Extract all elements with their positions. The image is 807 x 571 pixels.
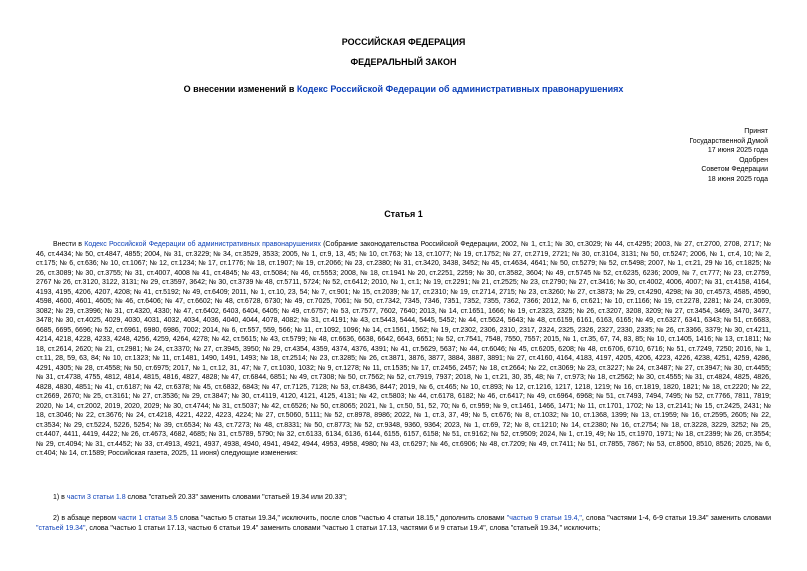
amendment-point-2 — [36, 514, 771, 533]
point-2-link-3[interactable]: "статьей 19.34" — [36, 524, 86, 532]
acceptance-line: Советом Федерации — [701, 166, 768, 174]
point-1-text: слова "статьей 20.33" заменить словами "статьей 19.34 или 20.33"; — [125, 494, 347, 501]
intro-prefix: Внести в — [53, 241, 85, 248]
point-2-text-3: , слова "частью 1 статьи 17.13, частью 6 статьи 19.4" заменить словами "частью 1 статьи 17.13, частями 6 и 9 статьи 19.4", слова "статьей 19.34," исключить; — [85, 524, 601, 532]
point-2-number: 2) в абзаце первом — [53, 515, 119, 522]
law-title-prefix: О внесении изменений в — [183, 84, 297, 94]
point-2-link-2[interactable]: "частью 9 статьи 19.4," — [506, 515, 582, 522]
point-1-number: 1) в — [53, 494, 67, 501]
intro-paragraph — [36, 240, 771, 459]
point-1-link[interactable]: части 3 статьи 1.8 — [66, 494, 126, 501]
acceptance-block — [628, 127, 768, 185]
point-2-text-1: слова "частью 5 статьи 19.34," исключить, после слов "частью 4 статьи 18.15," дополнить словами — [177, 515, 507, 522]
acceptance-line: 17 июня 2025 года — [707, 147, 768, 155]
acceptance-line: Одобрен — [739, 156, 768, 164]
acceptance-line: Государственной Думой — [689, 137, 768, 145]
amendment-point-1 — [36, 493, 771, 503]
law-type-heading: ФЕДЕРАЛЬНЫЙ ЗАКОН — [350, 57, 457, 67]
point-2-link-1[interactable]: части 1 статьи 3.5 — [118, 515, 178, 522]
code-link-intro[interactable]: Кодекс Российской Федерации об административных правонарушениях — [84, 241, 321, 248]
intro-sources: (Собрание законодательства Российской Федерации, 2002, № 1, ст.1; № 30, ст.3029; № 44, ст.4295; 2003, № 27, ст.2700, 2708, 2717; № 46, ст.4434; № 50, ст.4847, 4855; 2004, № 31, ст.3229; № 34, ст.3529, 3533; 2005, № 1, ст.9, 13, 45; № 10, ст.763; № 13, ст.1077; № 19, ст.1752; № 27, ст.2719, 2721; № 30, ст.3104, 3131; № 50, ст.5247; 2006, № 1, ст.4, 10; № 2, ст.175; № 6, ст.636; № 10, ст.1067; № 12, ст.1234; № 17, ст.1776; № 18, ст.1907; № 19, ст.2066; № 23, ст.2380; № 31, ст.3420, 3438, 3452; № 45, ст.4634, 4641; № 50, ст.5279; № 52, ст.5498; 2007, № 1, ст.21, 29 № 16, ст.1825; № 26, ст.3089; № 30, ст.3755; № 31, ст.4007, 4008 № 41, ст.4845; № 43, ст.5084; № 46, ст.5553; 2008, № 18, ст.1941 № 20, ст.2251, 2259; № 30, ст.3582, 3604; № 49, ст.5745 № 52, ст.6235, 6236; 2009, № 7, ст.777; № 23, ст.2759, 2767 № 26, ст.3120, 3122, 3131; № 29, ст.3597, 3642; № 30, ст.3739 № 48, ст.5711, 5724; № 52, ст.6412; 2010, № 1, ст.1; № 19, ст.2291; № 21, ст.2525; № 23, ст.2790; № 27, ст.3416; № 30, ст.4002, 4006, 4007; № 31, ст.4158, 4164, 4193, 4195, 4206, 4207, 4208; № 41, ст.5192; № 49, ст.6409; 2011, № 1, ст.10, 23, 54; № 7, ст.901; № 15, ст.2039; № 17, ст.2310; № 19, ст.2714, 2715; № 23, ст.3260; № 27, ст.3873; № 29, ст.4290, 4298; № 30, ст.4573, 4585, 4590, 4598, 4600, 4601, 4605; № 46, ст.6406; № 47, ст.6602; № 48, ст.6728, 6730; № 49, ст.7025, 7061; № 50, ст.7342, 7345, 7346, 7351, 7352, 7355, 7362, 7366; 2012, № 6, ст.621; № 10, ст.1166; № 19, ст.2278, 2281; № 24, ст.3069, 3082; № 29, ст.3996; № 31, ст.4320, 4330; № 47, ст.6402, 6403, 6404, 6405; № 49, ст.6757; № 53, ст.7577, 7602, 7640; 2013, № 14, ст.1651, 1666; № 19, ст.2323, 2325; № 26, ст.3207, 3208, 3209; № 27, ст.3454, 3469, 3470, 3477, 3478; № 30, ст.4025, 4029, 4030, 4031, 4032, 4034, 4036, 4040, 4044, 4078, 4082; № 31, ст.4191; № 43, ст.5443, 5444, 5445, 5452; № 44, ст.5624, 5643; № 48, ст.6159, 6161, 6163, 6165; № 49, ст.6327, 6341, 6343; № 51, ст.6683, 6685, 6695, 6696; № 52, ст.6961, 6980, 6986, 7002; 2014, № 6, ст.557, 559, 566; № 11, ст.1092, 1096; № 14, ст.1561, 1562; № 19, ст.2302, 2306, 2310, 2317, 2324, 2325, 2326, 2327, 2330, 2335; № 26, ст.3366, 3379; № 30, ст.4211, 4214, 4218, 4228, 4233, 4248, 4256, 4259, 4264, 4278; № 42, ст.5615; № 43, ст.5799; № 48, ст.6636, 6638, 6642, 6643, 6651; № 52, ст.7541, 7548, 7550, 7557; 2015, № 1, ст.35, 67, 74, 83, 85; № 10, ст.1405, 1416; № 13, ст.1811; № 18, ст.2614, 2620; № 21, ст.2981; № 24, ст.3370; № 27, ст.3945, 3950; № 29, ст.4354, 4359, 4374, 4376, 4391; № 41, ст.5629, 5637; № 44, ст.6046; № 45, ст.6205, 6208; № 48, ст.6706, 6710, 6716; № 51, ст.7249, 7250; 2016, № 1, ст.11, 28, 59, 63, 84; № 10, ст.1323; № 11, ст.1481, 1490, 1491, 1493; № 18, ст.2514; № 23, ст.3285; № 26, ст.3871, 3876, 3877, 3884, 3887, 3891; № 27, ст.4160, 4164, 4183, 4197, 4205, 4206, 4223, 4226, 4238, 4251, 4259, 4286, 4291, 4305; № 28, ст.4558; № 50, ст.6975; 2017, № 1, ст.12, 31, 47; № 7, ст.1030, 1032; № 9, ст.1278; № 11, ст.1535; № 17, ст.2456, 2457; № 18, ст.2664; № 22, ст.3069; № 23, ст.3227; № 24, ст.3487; № 27, ст.3947; № 30, ст.4455; № 31, ст.4738, 4755, 4812, 4814, 4815, 4816, 4827, 4828; № 47, ст.6844, 6851; № 49, ст.7308; № 50, ст.7562; № 52, ст.7919, 7937; 2018, № 1, ст.21, 30, 35, 48; № 7, ст.973; № 18, ст.2562; № 30, ст.4555; № 31, ст.4824, 4825, 4826, 4828, 4830, 4851; № 41, ст.6187; № 42, ст.6378; № 45, ст.6832, 6843; № 47, ст.7125, 7128; № 53, ст.8436, 8447; 2019, № 6, ст.465; № 10, ст.893; № 12, ст.1216, 1217, 1218, 1219; № 16, ст.1819, 1820, 1821; № 18, ст.2220; № 22, ст.2669, 2670; № 25, ст.3161; № 27, ст.3536; № 29, ст.3847; № 30, ст.4119, 4120, 4121, 4125, 4131; № 42, ст.5803; № 44, ст.6178, 6182; № 46, ст.6417; № 49, ст.6964, 6968; № 51, ст.7493, 7494, 7495; № 52, ст.7766, 7811, 7819; 2020, № 14, ст.2002, 2019, 2020, 2029; № 30, ст.4744; № 31, ст.5037; № 42, ст.6526; № 50, ст.8065; 2021, № 1, ст.50, 51, 52, 70; № 6, ст.959; № 9, ст.1461, 1466, 1471; № 11, ст.1701, 1702; № 13, ст.2141; № 15, ст.2425, 2431; № 18, ст.3046; № 22, ст.3676; № 24, ст.4218, 4221, 4222, 4223, 4224; № 27, ст.5060, 5111; № 52, ст.8978, 8986; 2022, № 1, ст.3, 37, 49; № 5, ст.676; № 8, ст.1032; № 10, ст.1368, 1399; № 13, ст.1959; № 16, ст.2595, 2605; № 22, ст.3534; № 29, ст.5224, 5226, 5254; № 39, ст.6534; № 43, ст.7273; № 48, ст.8331; № 50, ст.8773; № 52, ст.9348, 9360, 9364; 2023, № 1, ст.69, 72; № 8, ст.1210; № 14, ст.2380; № 16, ст.2754; № 18, ст.3228, 3229, 3252; № 25, ст.4407, 4411, 4419, 4422; № 26, ст.4673, 4682, 4685; № 31, ст.5789, 5790; № 32, ст.6133, 6134, 6136, 6144, 6155, 6157, 6158; № 51, ст.9162; № 52, ст.9509; 2024, № 1, ст.19, 49; № 15, ст.1970, 1971; № 18, ст.2399; № 26, ст.3554; № 29, ст.4094; № 31, ст.4452; № 33, ст.4913, 4921, 4937, 4938, 4940, 4941, 4942, 4944, 4953, 4958, 4980; № 43, ст.6297; № 46, ст.6906; № 48, ст.7209; № 49, ст.7411; № 51, ст.7855, 7867; № 53, ст.8500, 8510, 8526; 2025, № 6, ст.404; № 14, ст.1589; Российская газета, 2025, 11 июня) следующие изменения: — [36, 241, 771, 457]
point-2-text-2: , слова "частями 1-4, 6-9 статьи 19.34" заменить словами — [581, 515, 772, 522]
acceptance-line: Принят — [744, 128, 768, 135]
article-heading: Статья 1 — [384, 209, 423, 219]
acceptance-line: 18 июня 2025 года — [707, 175, 768, 183]
code-link-title[interactable]: Кодекс Российской Федерации об административных правонарушениях — [296, 84, 624, 94]
law-title — [0, 84, 807, 95]
federation-heading: РОССИЙСКАЯ ФЕДЕРАЦИЯ — [341, 37, 466, 47]
